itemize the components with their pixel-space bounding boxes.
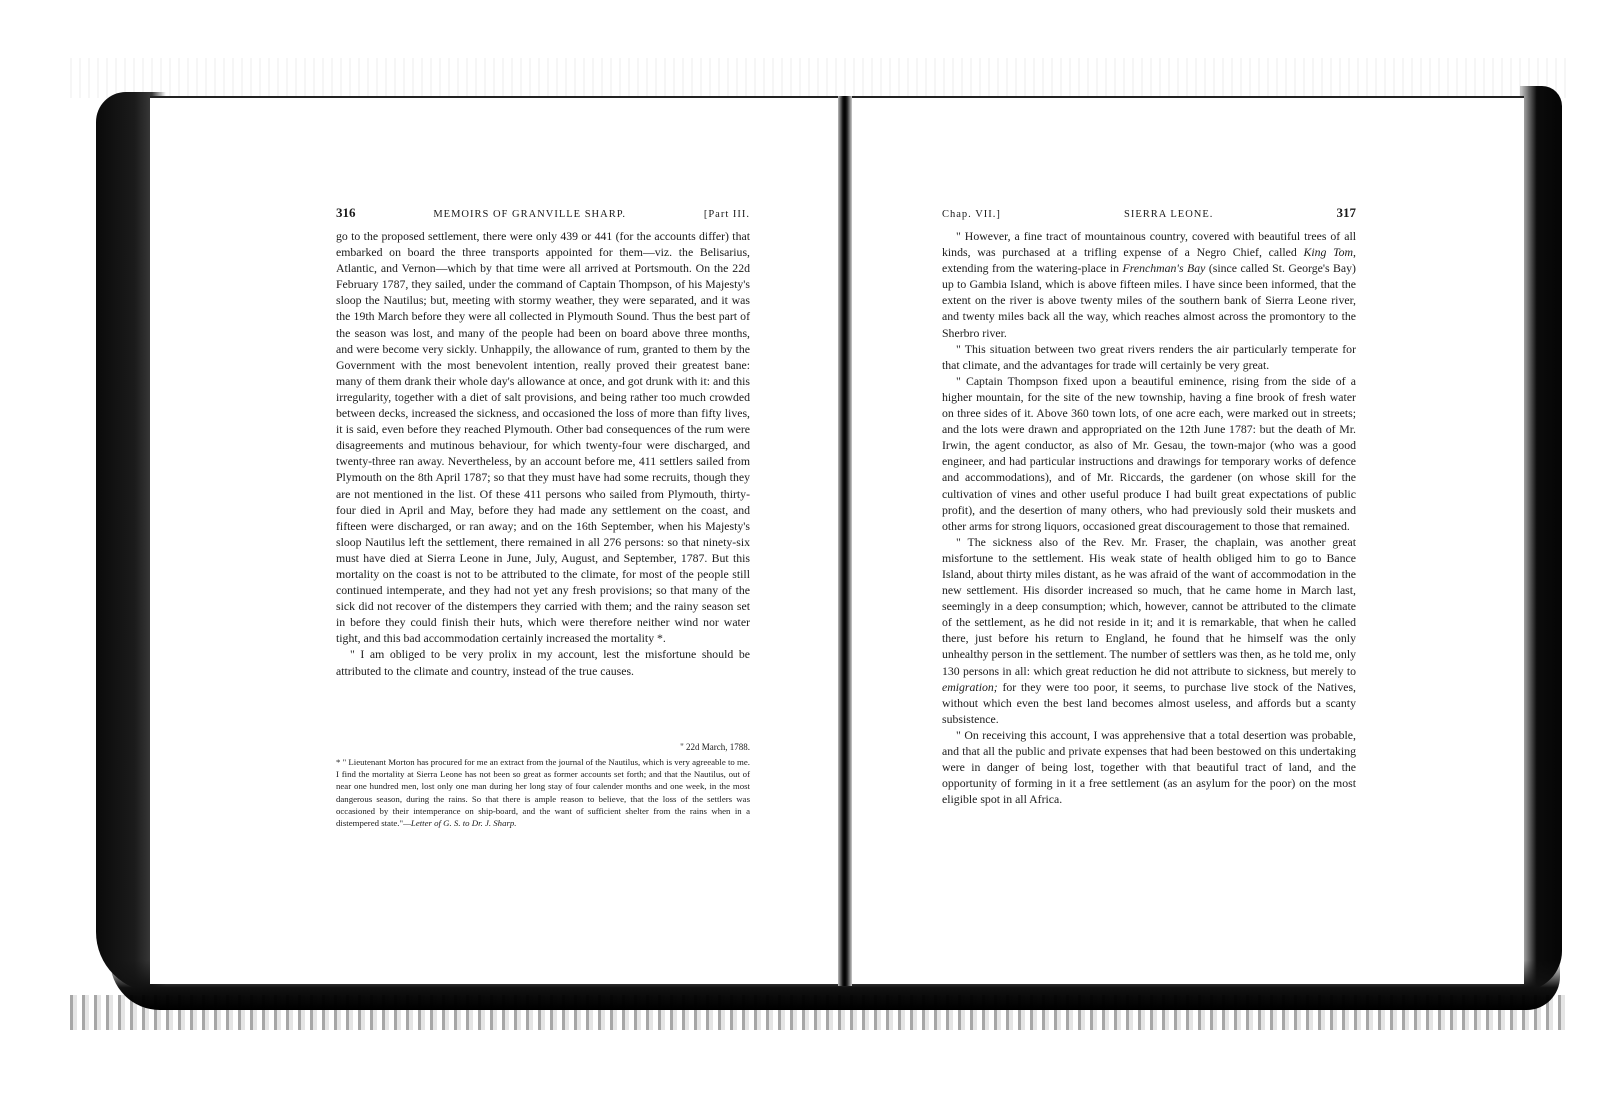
left-page-body (336, 228, 750, 679)
right-paragraph-2: " This situation between two great rivers renders the air particularly temperate for that climate, and the advantages for trade will certainly be very great. (942, 341, 1356, 372)
right-paragraph-4: " The sickness also of the Rev. Mr. Fraser, the chaplain, was another great misfortune to the settlement. His weak state of health obliged him to go to Bance Island, about thirty miles distant, as he was afraid of the want of accommodation in the new settlement. His disorder increased so much, that he came home in March last, seemingly in a deep consumption; which, however, cannot be attributed to the climate of the settlement, as he did not reside in it; and it is remarkable, that when he called there, just before his return to England, he found that he himself was the only unhealthy person in the settlement. The number of settlers was then, as he told me, only 130 persons in all: which great reduction he did not attribute to sickness, but merely to emigration; for they were too poor, it seems, to purchase live stock of the Natives, without which even the best land becomes almost useless, and affords but a scanty subsistence. (942, 534, 1356, 726)
scan-noise-bottom (70, 995, 1570, 1030)
footnote-signature: —Letter of G. S. to Dr. J. Sharp. (403, 818, 517, 829)
right-page-body (942, 228, 1356, 807)
left-part-label: [Part III. (703, 209, 750, 220)
right-running-title: SIERRA LEONE. (1124, 209, 1214, 220)
scan-noise-top (70, 58, 1570, 98)
left-paragraph-1: go to the proposed settlement, there were only 439 or 441 (for the accounts differ) that embarked on board the three transports appointed for them—viz. the Belisarius, Atlantic, and Vernon—which by that time were all arrived at Portsmouth. On the 22d February 1787, they sailed, under the command of Captain Thompson, of his Majesty's sloop the Nautilus; but, meeting with stormy weather, they were separated, and it was the 19th March before they were all collected in Plymouth Sound. Thus the best part of the season was lost, and many of the people had been on board above three months, and were become very sickly. Unhappily, the allowance of rum, granted to them by the Government with the most benevolent intention, really proved their greatest bane: many of them drank their whole day's allowance at once, and got drunk with it: and this irregularity, together with a diet of salt provisions, and being rather too much crowded between decks, increased the sickness, and occasioned the loss of more than fifty lives, it is said, even before they reached Plymouth. Other bad consequences of the rum were disagreements and mutinous behaviour, for which twenty-four were discharged, and twenty-three ran away. Nevertheless, by an account before me, 411 settlers sailed from Plymouth on the 8th April 1787; so that they must have had some recruits, though they are not mentioned in the list. Of these 411 persons who sailed from Plymouth, thirty-four died in April and May, before they had made any settlement on the coast, and fifteen were discharged, or ran away; and on the 16th September, when his Majesty's sloop Nautilus left the settlement, there remained in all 276 persons: so that ninety-six must have died at Sierra Leone in June, July, August, and September, 1787. But this mortality on the coast is not to be attributed to the climate, for most of the people still continued intemperate, and they had not yet any fresh provisions; so that many of the sick did not recover of the distempers they carried with them; and the rainy season set in before they could finish their huts, which were therefore neither wind nor water tight, and this bad accommodation certainly increased the mortality *. (336, 229, 750, 646)
left-page-header (336, 205, 750, 221)
right-paragraph-1: " However, a fine tract of mountainous country, covered with beautiful trees of all kinds, was purchased at a trifling expense of a Negro Chief, called King Tom, extending from the watering-place in Frenchman's Bay (since called St. George's Bay) up to Gambia Island, which is above fifteen miles. I have since been informed, that the extent on the river is above twenty miles of the southern bank of Sierra Leone river, and twenty miles back all the way, which reaches almost across the promontory to the Sherbro river. (942, 229, 1356, 340)
left-running-title: MEMOIRS OF GRANVILLE SHARP. (433, 209, 627, 220)
king-tom-text: King Tom (1303, 245, 1354, 260)
right-paragraph-3: " Captain Thompson fixed upon a beautiful eminence, rising from the side of a higher mountain, for the site of the new township, having a fine brook of fresh water on three sides of it. Above 360 town lots, of one acre each, were marked out in streets; and the lots were drawn and appropriated on the 12th June 1787: but the death of Mr. Irwin, the agent conductor, as also of Mr. Gesau, the town-major (who was a good engineer, and had particular instructions and drawings for temporary works of defence and accommodations), and of Mr. Riccards, the gardener (on whose skill for the cultivation of vines and other useful produce I had built great expectations of public profit), and the desertion of many others, who had previously sold their muskets and other arms for strong liquors, occasioned great discouragement to those that remained. (942, 373, 1356, 533)
footnote-date: " 22d March, 1788. (680, 742, 750, 752)
book-edge-right (1520, 86, 1562, 991)
footnote-text: * " Lieutenant Morton has procured for me an extract from the journal of the Nautilus, which is very agreeable to me. I find the mortality at Sierra Leone has not been so great as former accounts set forth; and that the Nautilus, out of near one hundred men, lost only one man during her long stay of four calender months and one week, in the most dangerous season, during the rains. So that there is ample reason to believe, that the loss of the settlers was occasioned by their intemperance on ship-board, and the want of sufficient shelter from the rains when in a distempered state." (336, 757, 750, 829)
right-page-header (942, 205, 1356, 221)
emigration-text: emigration; (942, 679, 998, 694)
footnote (336, 756, 750, 829)
left-paragraph-2: " I am obliged to be very prolix in my account, lest the misfortune should be attributed to the climate and country, instead of the true causes. (336, 647, 750, 678)
right-paragraph-5: " On receiving this account, I was apprehensive that a total desertion was probable, and that all the public and private expenses that had been bestowed on this undertaking were in danger of being lost, together with that beautiful tract of land, and the opportunity of forming in it a free settlement (as an asylum for the poor) on the most eligible spot in all Africa. (942, 727, 1356, 807)
right-chapter-label: Chap. VII.] (942, 209, 1001, 220)
right-page-number: 317 (1336, 205, 1356, 220)
frenchmans-bay-text: Frenchman's Bay (1122, 261, 1206, 276)
left-page-number: 316 (336, 205, 356, 220)
book-gutter (838, 96, 852, 986)
